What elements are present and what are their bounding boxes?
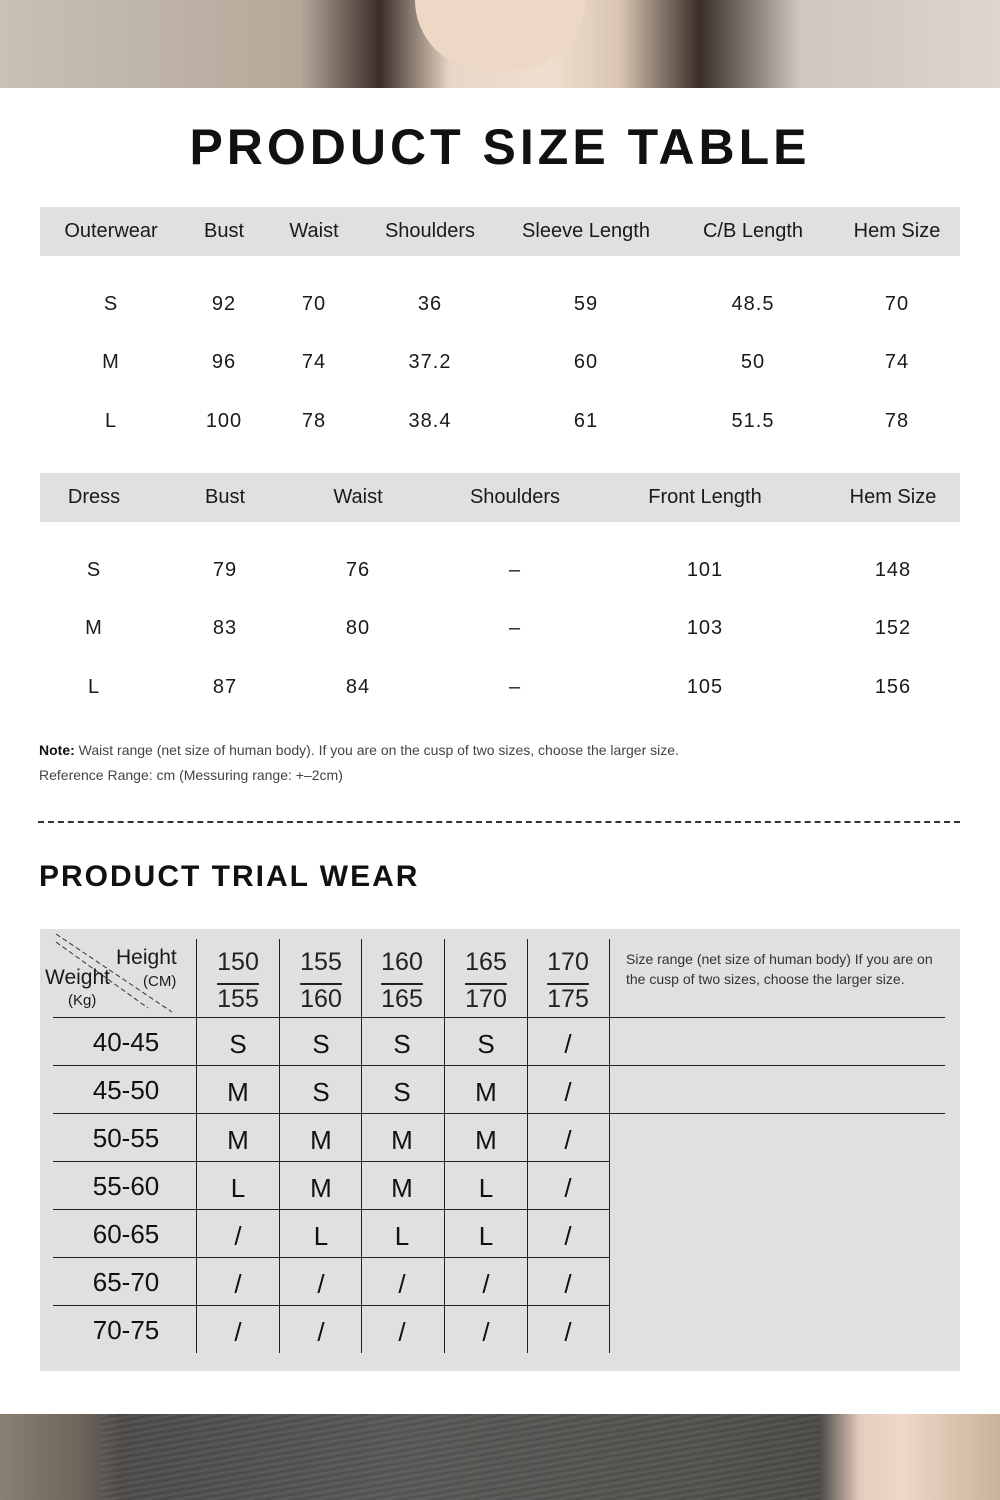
outerwear-cell: 96	[211, 351, 237, 373]
size-cell: /	[234, 1221, 242, 1251]
trial-title: PRODUCT TRIAL WEAR	[39, 860, 420, 893]
outerwear-cell: 78	[884, 410, 910, 432]
size-cell: M	[310, 1125, 332, 1155]
reference-range: Reference Range: cm (Messuring range: +–2cm)	[39, 767, 343, 783]
size-cell: M	[391, 1125, 413, 1155]
dress-cell: S	[86, 559, 102, 581]
outerwear-cell: S	[103, 293, 119, 315]
outerwear-cell: 100	[205, 410, 243, 432]
outerwear-col-header: Bust	[203, 220, 245, 242]
dress-cell: M	[85, 617, 103, 639]
outerwear-cell: 59	[573, 293, 599, 315]
size-cell: S	[393, 1029, 411, 1059]
height-range-header	[217, 944, 259, 1018]
outerwear-cell: 74	[884, 351, 910, 373]
grid-hline	[53, 1161, 609, 1162]
height-from: 150	[217, 948, 259, 976]
dress-cell: 87	[212, 676, 238, 698]
height-range-header	[381, 944, 423, 1018]
height-to: 165	[381, 985, 423, 1013]
size-cell: L	[478, 1221, 494, 1251]
outerwear-cell: 50	[740, 351, 766, 373]
size-cell: L	[313, 1221, 329, 1251]
dress-cell: 103	[686, 617, 724, 639]
weight-range-label: 40-45	[92, 1027, 160, 1057]
page-title: PRODUCT SIZE TABLE	[189, 119, 811, 175]
dress-cell: 156	[874, 676, 912, 698]
outerwear-cell: 37.2	[408, 351, 452, 373]
size-cell: /	[317, 1317, 325, 1347]
size-cell: S	[312, 1029, 330, 1059]
dress-cell: 80	[345, 617, 371, 639]
height-from: 155	[300, 948, 342, 976]
height-range-header	[465, 944, 507, 1018]
size-cell: L	[230, 1173, 246, 1203]
dress-cell: 152	[874, 617, 912, 639]
outerwear-col-header: Shoulders	[384, 220, 476, 242]
outerwear-col-header: Hem Size	[853, 220, 941, 242]
outerwear-cell: 38.4	[408, 410, 452, 432]
size-cell: M	[227, 1125, 249, 1155]
dress-cell: 76	[345, 559, 371, 581]
grid-vline	[361, 939, 362, 1353]
dress-cell: 148	[874, 559, 912, 581]
dress-cell: –	[508, 676, 522, 698]
outerwear-cell: 92	[211, 293, 237, 315]
size-cell: /	[398, 1269, 406, 1299]
outerwear-cell: 78	[301, 410, 327, 432]
size-cell: M	[227, 1077, 249, 1107]
height-range-header	[300, 944, 342, 1018]
dress-col-header: Dress	[67, 486, 121, 508]
grid-vline	[444, 939, 445, 1353]
dress-col-header: Hem Size	[849, 486, 937, 508]
dress-cell: –	[508, 617, 522, 639]
outerwear-cell: 51.5	[731, 410, 775, 432]
size-cell: /	[234, 1317, 242, 1347]
height-from: 165	[465, 948, 507, 976]
dress-col-header: Shoulders	[469, 486, 561, 508]
note-text: Waist range (net size of human body). If you are on the cusp of two sizes, choose the larger size.	[74, 742, 679, 758]
outerwear-cell: M	[102, 351, 120, 373]
dress-cell: 79	[212, 559, 238, 581]
height-to: 155	[217, 985, 259, 1013]
dress-col-header: Waist	[333, 486, 383, 508]
dress-cell: 83	[212, 617, 238, 639]
weight-range-label: 70-75	[92, 1315, 160, 1345]
size-cell: /	[564, 1125, 572, 1155]
grid-vline	[196, 939, 197, 1353]
outerwear-cell: 74	[301, 351, 327, 373]
corner-weight-label: Weight	[45, 966, 110, 989]
dress-col-header: Front Length	[648, 486, 762, 508]
weight-range-label: 60-65	[92, 1219, 160, 1249]
weight-range-label: 65-70	[92, 1267, 160, 1297]
weight-range-label: 50-55	[92, 1123, 160, 1153]
size-cell: /	[398, 1317, 406, 1347]
dress-col-header: Bust	[204, 486, 246, 508]
height-to: 170	[465, 985, 507, 1013]
outerwear-cell: 61	[573, 410, 599, 432]
grid-hline	[53, 1305, 609, 1306]
corner-height-label: Height	[116, 946, 177, 969]
size-cell: M	[475, 1125, 497, 1155]
grid-hline	[53, 1065, 945, 1066]
grid-vline	[279, 939, 280, 1353]
dress-cell: 105	[686, 676, 724, 698]
outerwear-cell: 60	[573, 351, 599, 373]
grid-vline	[527, 939, 528, 1353]
size-cell: /	[482, 1317, 490, 1347]
outerwear-col-header: Sleeve Length	[522, 220, 650, 242]
grid-vline	[609, 939, 610, 1353]
outerwear-cell: 70	[884, 293, 910, 315]
size-cell: /	[564, 1269, 572, 1299]
outerwear-cell: L	[104, 410, 118, 432]
dress-cell: –	[508, 559, 522, 581]
size-cell: /	[564, 1173, 572, 1203]
dress-cell: 84	[345, 676, 371, 698]
weight-range-label: 55-60	[92, 1171, 160, 1201]
size-cell: /	[482, 1269, 490, 1299]
outerwear-cell: 48.5	[731, 293, 775, 315]
corner-kg-label: (Kg)	[68, 992, 97, 1009]
size-cell: S	[393, 1077, 411, 1107]
outerwear-col-header: Outerwear	[64, 220, 158, 242]
height-range-header	[547, 944, 589, 1018]
size-cell: /	[317, 1269, 325, 1299]
size-cell: S	[477, 1029, 495, 1059]
size-cell: S	[312, 1077, 330, 1107]
outerwear-col-header: Waist	[289, 220, 339, 242]
size-cell: M	[391, 1173, 413, 1203]
height-from: 170	[547, 948, 589, 976]
trial-size-note: Size range (net size of human body) If you are on the cusp of two sizes, choose the larger size.	[626, 951, 933, 987]
outerwear-cell: 36	[417, 293, 443, 315]
dress-cell: 101	[686, 559, 724, 581]
size-cell: S	[229, 1029, 247, 1059]
grid-hline	[53, 1113, 945, 1114]
height-to: 160	[300, 985, 342, 1013]
fabric-texture	[100, 1414, 820, 1500]
size-cell: /	[234, 1269, 242, 1299]
weight-range-label: 45-50	[92, 1075, 160, 1105]
model-photo-bottom	[0, 1414, 1000, 1500]
grid-hline	[53, 1257, 609, 1258]
size-cell: L	[394, 1221, 410, 1251]
height-from: 160	[381, 948, 423, 976]
corner-cm-label: (CM)	[143, 973, 177, 990]
size-cell: L	[478, 1173, 494, 1203]
size-cell: /	[564, 1077, 572, 1107]
outerwear-cell: 70	[301, 293, 327, 315]
size-cell: /	[564, 1317, 572, 1347]
size-cell: /	[564, 1029, 572, 1059]
outerwear-col-header: C/B Length	[702, 220, 804, 242]
size-cell: M	[475, 1077, 497, 1107]
dress-cell: L	[87, 676, 101, 698]
grid-hline	[53, 1209, 609, 1210]
note-label: Note:	[39, 742, 75, 758]
size-cell: /	[564, 1221, 572, 1251]
height-to: 175	[547, 985, 589, 1013]
size-cell: M	[310, 1173, 332, 1203]
